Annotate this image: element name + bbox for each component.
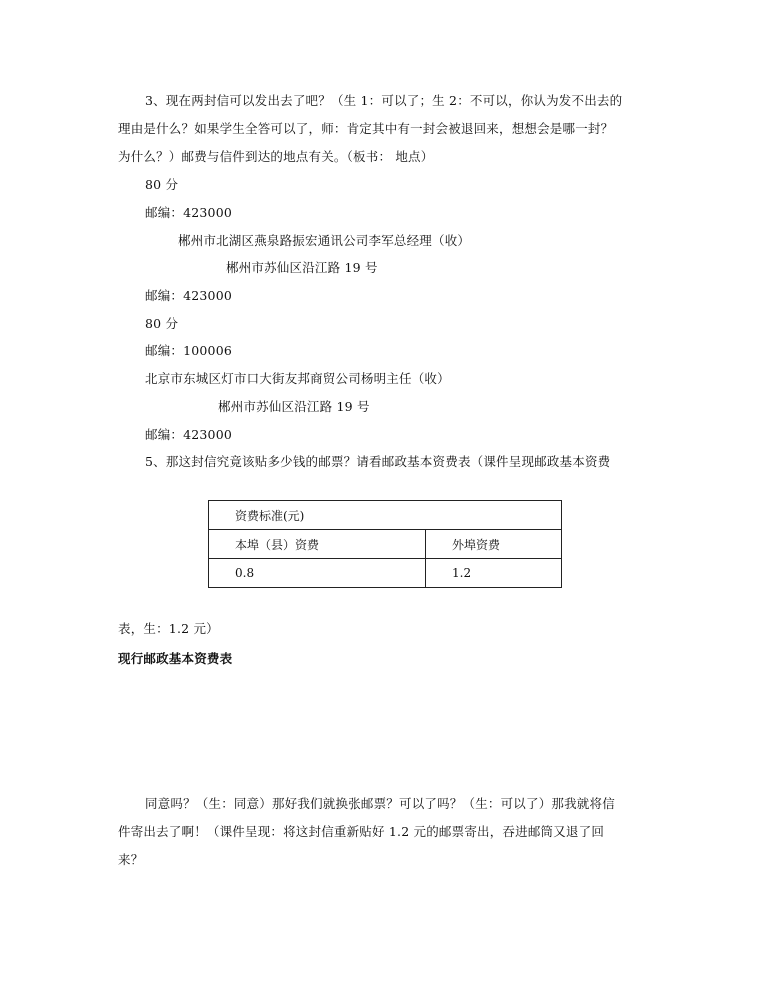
recipient-address-1: 郴州市北湖区燕泉路振宏通讯公司李军总经理（收） (178, 233, 471, 248)
table-row (209, 559, 562, 588)
paragraph-3-line-2: 理由是什么？如果学生全答可以了，师：肯定其中有一封会被退回来，想想会是哪一封？ (118, 121, 614, 136)
postage-rate-table (208, 500, 562, 588)
zipcode-line-4: 邮编：423000 (145, 427, 233, 442)
value-local-rate: 0.8 (209, 559, 426, 588)
paragraph-5-line-2: 表，生：1.2 元） (118, 621, 219, 636)
paragraph-6-line-2: 件寄出去了啊！（课件呈现：将这封信重新贴好 1.2 元的邮票寄出，吞进邮筒又退了回 (118, 824, 605, 839)
paragraph-6-line-3: 来？ (118, 852, 144, 867)
table-title-cell: 资费标准(元) (209, 501, 562, 530)
header-nonlocal-rate: 外埠资费 (426, 530, 562, 559)
paragraph-5-line-1: 5、那这封信究竟该贴多少钱的邮票？请看邮政基本资费表（课件呈现邮政基本资费 (145, 454, 611, 469)
section-heading: 现行邮政基本资费表 (118, 651, 233, 666)
value-nonlocal-rate: 1.2 (426, 559, 562, 588)
recipient-address-2: 北京市东城区灯市口大街友邦商贸公司杨明主任（收） (145, 371, 450, 386)
paragraph-3-line-3: 为什么？）邮费与信件到达的地点有关。（板书： 地点） (118, 149, 434, 164)
paragraph-3-line-1: 3、现在两封信可以发出去了吧？（生 1：可以了；生 2：不可以，你认为发不出去的 (145, 93, 623, 108)
paragraph-6-line-1: 同意吗？（生：同意）那好我们就换张邮票？可以了吗？（生：可以了）那我就将信 (145, 796, 615, 811)
table-header-row (209, 530, 562, 559)
postage-label-1: 80 分 (145, 177, 179, 192)
zipcode-line-1: 邮编：423000 (145, 205, 233, 220)
sender-address-1: 郴州市苏仙区沿江路 19 号 (226, 260, 378, 275)
table-title-row (209, 501, 562, 530)
sender-address-2: 郴州市苏仙区沿江路 19 号 (218, 399, 370, 414)
zipcode-line-3: 邮编：100006 (145, 343, 233, 358)
header-local-rate: 本埠（县）资费 (209, 530, 426, 559)
zipcode-line-2: 邮编：423000 (145, 288, 233, 303)
postage-label-2: 80 分 (145, 316, 179, 331)
